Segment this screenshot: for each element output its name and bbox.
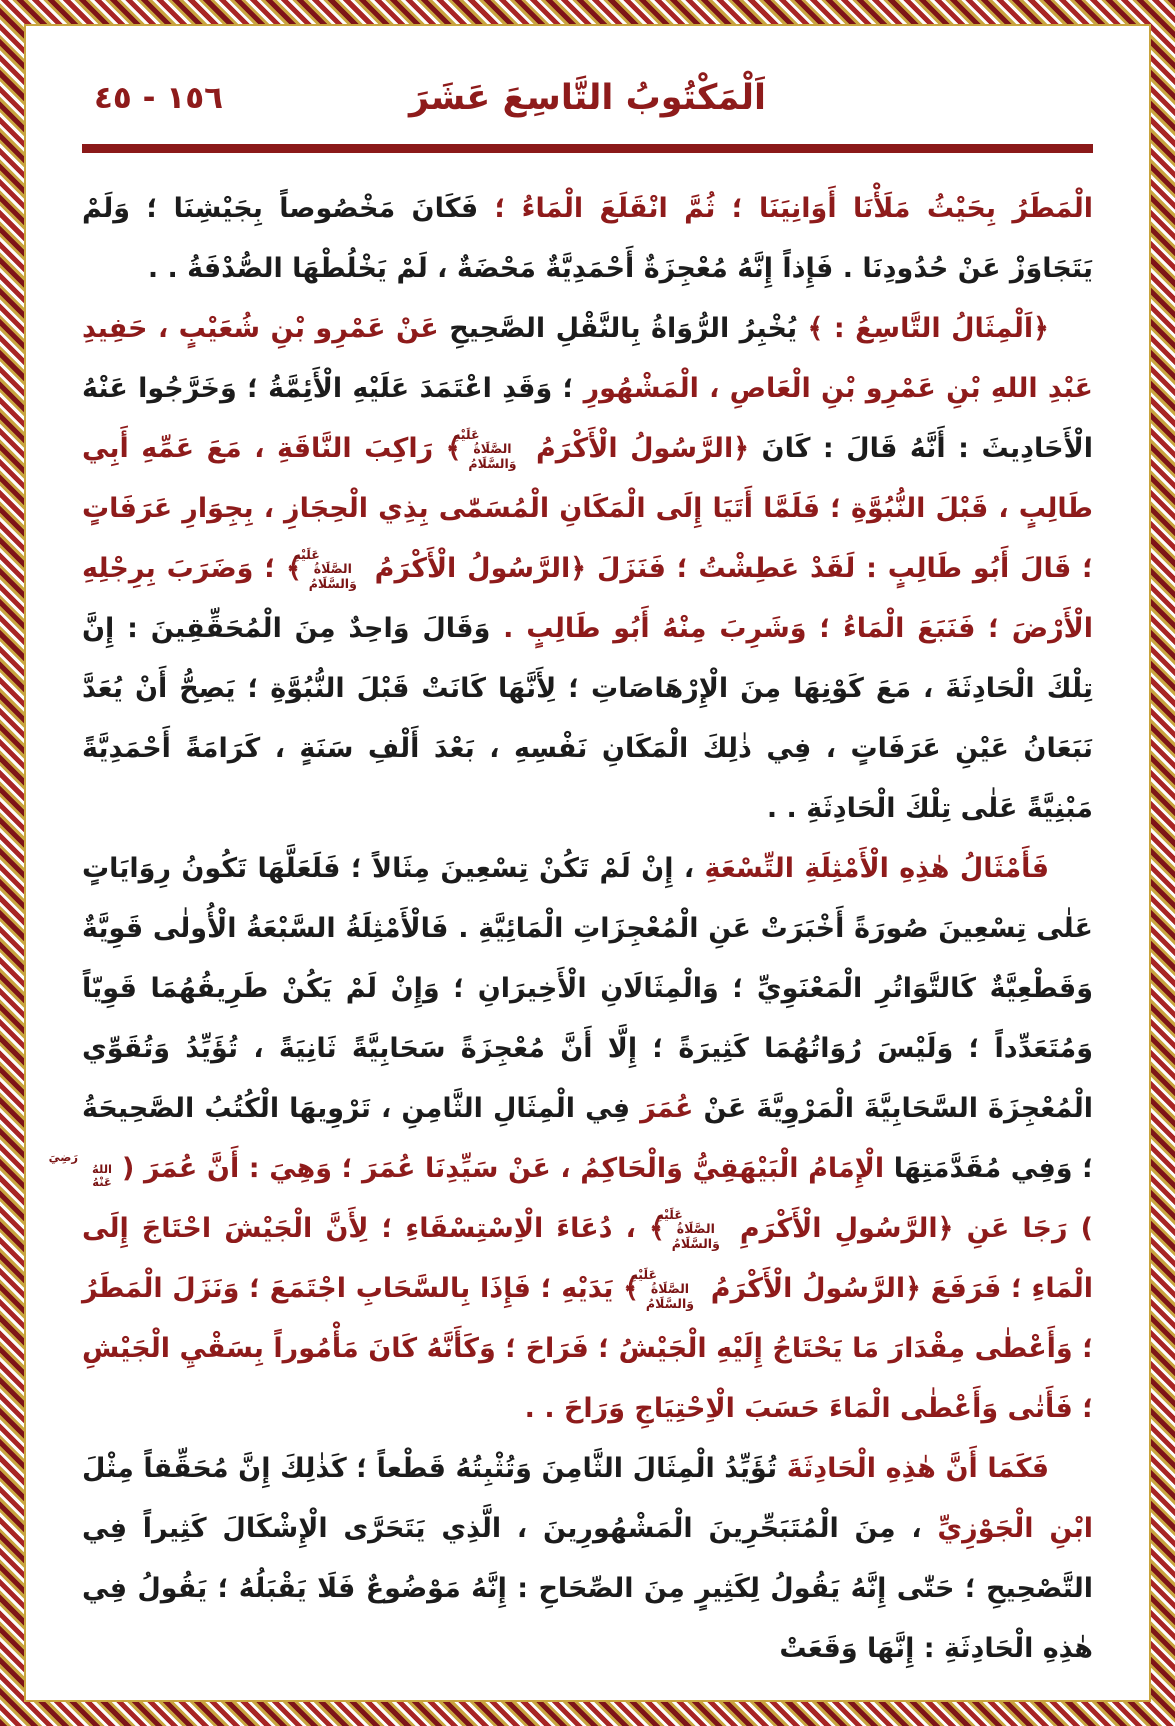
paragraph [82,1439,1093,1679]
text-segment: ، إِنْ لَمْ تَكُنْ تِسْعِينَ مِثَالاً ؛ فَلَعَلَّهَا تَكُونُ رِوَايَاتٍ عَلٰى تِسْعِينَ صُورَةً أَخْبَرَتْ عَنِ الْمُعْجِزَاتِ الْمَائِيَّةِ . فَالْأَمْثِلَةُ السَّبْعَةُ الْأُولٰى قَوِيَّةٌ وَقَطْعِيَّةٌ كَالتَّوَاتُرِ الْمَعْنَوِيِّ ؛ وَالْمِثَالَانِ الْأَخِيرَانِ ؛ وَإِنْ لَمْ يَكُنْ طَرِيقُهُمَا قَوِيّاً وَمُتَعَدِّداً ؛ وَلَيْسَ رُوَاتُهُمَا كَثِيرَةً ؛ إِلَّا أَنَّ مُعْجِزَةً سَحَابِيَّةً ثَانِيَةً ، تُؤَيِّدُ وَتُقَوِّي الْمُعْجِزَةَ السَّحَابِيَّةَ الْمَرْوِيَّةَ عَنْ [82,853,1093,1124]
text-segment: ، مِنَ الْمُتَبَحِّرِينَ الْمَشْهُورِينَ ، الَّذِي يَتَحَرَّى الْإِشْكَالَ كَثِيراً فِي التَّصْحِيحِ ؛ حَتّٰى إِنَّهُ يَقُولُ لِكَثِيرٍ مِنَ الصِّحَاحِ : إِنَّهُ مَوْضُوعٌ فَلَا يَقْبَلُهُ ؛ يَقُولُ فِي هٰذِهِ الْحَادِثَةِ : إِنَّهَا وَقَعَتْ [82,1513,1093,1664]
page-content [24,24,1151,1702]
radiallahu-roundel: رَضِيَ اللهُ عَنْهُ [48,1149,112,1189]
text-segment: ﴾ يَدَيْهِ ؛ فَإِذَا بِالسَّحَابِ اجْتَمَعَ ؛ وَنَزَلَ الْمَطَرُ ؛ وَأَعْطٰى مِقْدَارَ مَا يَحْتَاجُ إِلَيْهِ الْجَيْشُ ؛ فَرَاحَ ؛ وَكَأَنَّهُ كَانَ مَأْمُوراً بِسَقْيِ الْجَيْشِ ؛ فَأَتٰى وَأَعْطٰى الْمَاءَ حَسَبَ الْاِحْتِيَاجِ وَرَاحَ . . [82,1273,1093,1424]
paragraph [82,299,1093,839]
text-segment: ؛ وَقَدِ اعْتَمَدَ عَلَيْهِ الْأَئِمَّةُ ؛ وَخَرَّجُوا عَنْهُ الْأَحَادِيثَ : أَنَّهُ قَالَ : كَانَ [82,373,1093,464]
salawat-seal: عَلَيْهِ الصَّلَاةُ وَالسَّلَامُ [656,1206,720,1251]
text-segment: وَقَالَ وَاحِدٌ مِنَ الْمُحَقِّقِينَ : إِنَّ تِلْكَ الْحَادِثَةَ ، مَعَ كَوْنِهَا مِنَ الْإِرْهَاصَاتِ ؛ لِأَنَّهَا كَانَتْ قَبْلَ النُّبُوَّةِ ؛ يَصِحُّ أَنْ يُعَدَّ نَبَعَانُ عَيْنِ عَرَفَاتٍ ، فِي ذٰلِكَ الْمَكَانِ نَفْسِهِ ، بَعْدَ أَلْفِ سَنَةٍ ، كَرَامَةً أَحْمَدِيَّةً مَبْنِيَّةً عَلٰى تِلْكَ الْحَادِثَةِ . . [82,613,1093,824]
text-segment: ﴿الرَّسُولُ الْأَكْرَمُ [523,433,750,464]
text-segment: ﴾ رَاكِبَ النَّاقَةِ ، مَعَ عَمِّهِ أَبِي طَالِبٍ ، قَبْلَ النُّبُوَّةِ ؛ فَلَمَّا أَتَيَا إِلَى الْمَكَانِ الْمُسَمّٰى بِذِي الْحِجَازِ ، بِجِوَارِ عَرَفَاتٍ ؛ قَالَ أَبُو طَالِبٍ : لَقَدْ عَطِشْتُ ؛ فَنَزَلَ ﴿الرَّسُولُ الْأَكْرَمُ [82,433,1093,584]
text-segment: ﴾ ، دُعَاءَ الْاِسْتِسْقَاءِ ؛ لِأَنَّ الْجَيْشَ احْتَاجَ إِلَى الْمَاءِ ؛ فَرَفَعَ ﴿الرَّسُولُ الْأَكْرَمُ [82,1213,1093,1304]
text-segment: الْإِمَامُ الْبَيْهَقِيُّ وَالْحَاكِمُ ، عَنْ سَيِّدِنَا عُمَرَ ؛ وَهِيَ : أَنَّ عُمَرَ ( [122,1153,885,1184]
text-segment: فَكَانَ مَخْصُوصاً بِجَيْشِنَا ؛ وَلَمْ يَتَجَاوَزْ عَنْ حُدُودِنَا . فَإِذاً إِنَّهُ مُعْجِزَةٌ أَحْمَدِيَّةٌ مَحْضَةٌ ، لَمْ يَخْلُطْهَا الصُّدْفَةُ . . [82,193,1093,284]
salawat-seal: عَلَيْهِ الصَّلَاةُ وَالسَّلَامُ [453,426,517,471]
text-segment: ابْنِ الْجَوْزِيِّ [921,1513,1094,1544]
salawat-seal: عَلَيْهِ الصَّلَاةُ وَالسَّلَامُ [293,546,357,591]
text-segment: يُخْبِرُ الرُّوَاةُ بِالنَّقْلِ الصَّحِيحِ [438,313,798,344]
page-header [82,66,1093,144]
text-segment: ﴿اَلْمِثَالُ التَّاسِعُ : ﴾ [797,313,1049,344]
text-segment: عُمَرَ [630,1093,694,1124]
paragraph [48,839,1093,1439]
page-title: اَلْمَكْتُوبُ التَّاسِعَ عَشَرَ [409,78,766,118]
text-segment: فِي الْمِثَالِ الثَّامِنِ ، تَرْوِيهَا الْكُتُبُ الصَّحِيحَةُ ؛ وَفِي مُقَدَّمَتِهَا [82,1093,1093,1184]
text-segment: الْمَطَرُ بِحَيْثُ مَلَأْنَا أَوَانِيَنَا ؛ ثُمَّ انْقَلَعَ الْمَاءُ ؛ [478,193,1093,224]
text-segment: عَنْ عَمْرِو بْنِ شُعَيْبٍ ، حَفِيدِ عَبْدِ اللهِ بْنِ عَمْرِو بْنِ الْعَاصِ ، الْمَشْهُورِ [82,313,1093,404]
text-segment: تُؤَيِّدُ الْمِثَالَ الثَّامِنَ وَتُثْبِتُهُ قَطْعاً ؛ كَذٰلِكَ إِنَّ مُحَقِّقاً مِثْلَ [82,1453,778,1484]
text-segment: فَكَمَا أَنَّ هٰذِهِ الْحَادِثَةَ [777,1453,1049,1484]
page-number: ١٥٦ - ٤٥ [94,80,224,116]
body-text [48,179,1094,1679]
salawat-seal: عَلَيْهِ الصَّلَاةُ وَالسَّلَامُ [630,1266,695,1311]
paragraph [82,179,1093,299]
text-segment: ) رَجَا عَنِ ﴿الرَّسُولِ الْأَكْرَمِ [726,1213,1093,1244]
text-segment: ﴾ ؛ وَضَرَبَ بِرِجْلِهِ الْأَرْضَ ؛ فَنَبَعَ الْمَاءُ ؛ وَشَرِبَ مِنْهُ أَبُو طَالِبٍ . [82,553,1093,644]
text-segment: فَأَمْثَالُ هٰذِهِ الْأَمْثِلَةِ التِّسْعَةِ [694,853,1050,884]
header-divider-rule [82,144,1093,153]
